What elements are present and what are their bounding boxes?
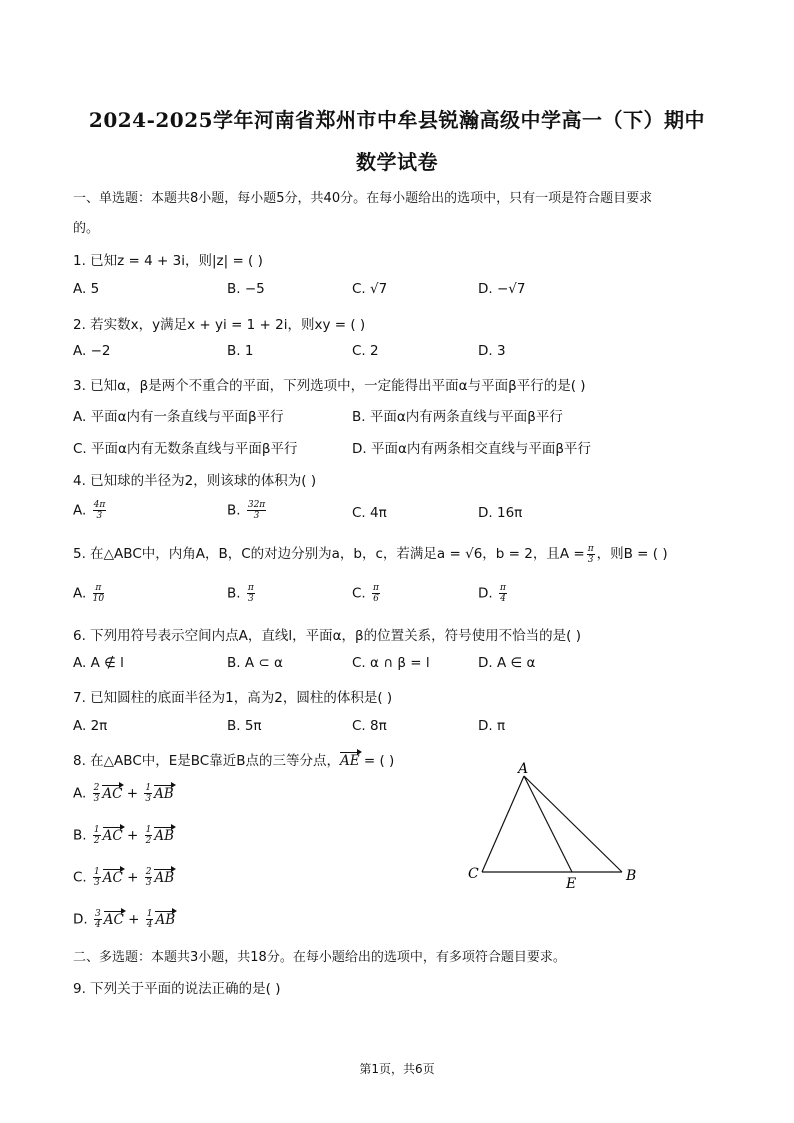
q8-vector-1: AC bbox=[103, 911, 124, 928]
q8-option-prefix: D. bbox=[73, 911, 88, 928]
q5-stem-den: 3 bbox=[587, 554, 594, 565]
q5-a-prefix: A. bbox=[73, 585, 87, 602]
section2-instructions: 二、多选题：本题共3小题，共18分。在每小题给出的选项中，有多项符合题目要求。 bbox=[73, 950, 566, 965]
q4-a-den: 3 bbox=[96, 511, 103, 521]
q7-option-b: B. 5π bbox=[227, 718, 262, 734]
q2-option-a: A. −2 bbox=[73, 343, 111, 359]
q5-a-num: π bbox=[93, 583, 104, 594]
q5-b-num: π bbox=[247, 583, 254, 593]
q4-a-num: 4π bbox=[93, 500, 106, 510]
exam-title-line2: 数学试卷 bbox=[356, 150, 438, 174]
q6-option-a: A. A ∉ l bbox=[73, 655, 124, 671]
q8-coef-2 bbox=[145, 867, 153, 888]
q4-b-fraction bbox=[247, 500, 266, 521]
q5-option-d bbox=[478, 583, 509, 604]
q5-c-num: π bbox=[373, 583, 379, 593]
q8-coef-1 bbox=[94, 909, 102, 930]
q4-b-num: 32π bbox=[247, 500, 266, 510]
q5-d-prefix: D. bbox=[478, 585, 493, 602]
section1-instructions-cont: 的。 bbox=[73, 221, 100, 236]
q5-option-c bbox=[352, 583, 382, 604]
q5-option-b bbox=[227, 583, 257, 604]
q4-b-den: 3 bbox=[253, 511, 260, 521]
vertex-label-b: B bbox=[626, 868, 637, 884]
q3-option-c: C. 平面α内有无数条直线与平面β平行 bbox=[73, 441, 298, 457]
q5-b-prefix: B. bbox=[227, 585, 241, 602]
q5-c-den: 6 bbox=[373, 594, 379, 604]
q8-coef-1-num: 1 bbox=[94, 867, 100, 877]
question-7-stem: 7. 已知圆柱的底面半径为1，高为2，圆柱的体积是( ) bbox=[73, 690, 393, 706]
q8-option-prefix: C. bbox=[73, 869, 87, 886]
q8-vector-1: AC bbox=[102, 869, 123, 886]
q8-coef-2-den: 3 bbox=[145, 878, 152, 888]
question-9-stem: 9. 下列关于平面的说法正确的是( ) bbox=[73, 981, 281, 997]
q5-stem-pre: 5. 在△ABC中，内角A，B，C的对边分别为a，b，c，若满足a = √6，b = 2，且A = bbox=[73, 546, 585, 562]
q8-coef-1-den: 2 bbox=[93, 836, 100, 846]
question-8-stem bbox=[73, 749, 394, 769]
q8-option-prefix: B. bbox=[73, 827, 87, 844]
q8-coef-2-num: 1 bbox=[145, 825, 152, 835]
q8-vector-2: AB bbox=[154, 785, 174, 802]
q5-stem-post: ，则B = ( ) bbox=[596, 546, 668, 562]
q8-coef-2-den: 4 bbox=[146, 920, 153, 930]
q8-plus: + bbox=[126, 785, 139, 802]
q5-stem-num: π bbox=[587, 543, 594, 554]
q5-c-fraction bbox=[372, 583, 380, 604]
page-footer: 第1页，共6页 bbox=[359, 1062, 435, 1076]
q4-option-a bbox=[73, 500, 108, 521]
question-2-stem: 2. 若实数x，y满足x + yi = 1 + 2i，则xy = ( ) bbox=[73, 317, 366, 333]
q8-stem-post: = ( ) bbox=[359, 753, 395, 769]
q5-b-den: 3 bbox=[247, 594, 254, 604]
q3-option-d: D. 平面α内有两条相交直线与平面β平行 bbox=[352, 441, 591, 457]
vertex-label-c: C bbox=[468, 866, 479, 882]
q8-coef-1-num: 2 bbox=[93, 783, 100, 793]
q5-option-a bbox=[73, 583, 106, 604]
vertex-label-a: A bbox=[518, 761, 529, 777]
q4-a-prefix: A. bbox=[73, 502, 87, 519]
q8-coef-1-den: 3 bbox=[93, 794, 100, 804]
q4-option-d: D. 16π bbox=[478, 505, 523, 521]
q4-option-c: C. 4π bbox=[352, 505, 387, 521]
point-label-e: E bbox=[566, 876, 577, 892]
q2-option-d: D. 3 bbox=[478, 343, 506, 359]
section1-instructions: 一、单选题：本题共8小题，每小题5分，共40分。在每小题给出的选项中，只有一项是符合题目要求 bbox=[73, 191, 653, 206]
q8-stem-pre: 8. 在△ABC中，E是BC靠近B点的三等分点， bbox=[73, 753, 340, 769]
q8-plus: + bbox=[127, 869, 139, 886]
side-ac bbox=[482, 776, 524, 872]
q8-coef-1 bbox=[93, 783, 101, 804]
q4-b-prefix: B. bbox=[227, 502, 241, 519]
q8-coef-2 bbox=[144, 783, 152, 804]
segment-ae bbox=[524, 776, 572, 872]
q8-vector-2: AB bbox=[154, 827, 174, 844]
q8-plus: + bbox=[126, 827, 139, 844]
q7-option-a: A. 2π bbox=[73, 718, 108, 734]
q8-coef-1 bbox=[93, 867, 101, 888]
q4-a-fraction bbox=[93, 500, 107, 521]
q8-coef-2 bbox=[146, 909, 154, 930]
q6-option-c: C. α ∩ β = l bbox=[352, 655, 430, 671]
q8-coef-1 bbox=[93, 825, 101, 846]
q8-coef-2-num: 2 bbox=[145, 867, 152, 877]
q3-option-a: A. 平面α内有一条直线与平面β平行 bbox=[73, 409, 284, 425]
q5-c-prefix: C. bbox=[352, 585, 366, 602]
q8-coef-2-den: 2 bbox=[145, 836, 152, 846]
q3-option-b: B. 平面α内有两条直线与平面β平行 bbox=[352, 409, 563, 425]
q8-option-prefix: A. bbox=[73, 785, 87, 802]
q1-option-d: D. −√7 bbox=[478, 281, 526, 297]
side-ab bbox=[524, 776, 622, 872]
q8-coef-2-den: 3 bbox=[145, 794, 152, 804]
q7-option-d: D. π bbox=[478, 718, 506, 734]
q8-coef-2-num: 1 bbox=[146, 909, 153, 919]
q5-a-den: 10 bbox=[92, 594, 105, 604]
q4-option-b bbox=[227, 500, 268, 521]
q2-option-c: C. 2 bbox=[352, 343, 379, 359]
q8-vector-1: AC bbox=[102, 827, 123, 844]
q8-coef-1-den: 3 bbox=[94, 878, 100, 888]
q5-d-den: 4 bbox=[500, 594, 506, 604]
q1-option-a: A. 5 bbox=[73, 281, 100, 297]
q1-option-c: C. √7 bbox=[352, 281, 388, 297]
exam-title-line1: 2024-2025学年河南省郑州市中牟县锐瀚高级中学高一（下）期中 bbox=[88, 108, 706, 132]
triangle-figure bbox=[460, 758, 650, 893]
question-6-stem: 6. 下列用符号表示空间内点A，直线l，平面α，β的位置关系，符号使用不恰当的是( ) bbox=[73, 628, 581, 644]
question-3-stem: 3. 已知α，β是两个不重合的平面，下列选项中，一定能得出平面α与平面β平行的是( ) bbox=[73, 378, 586, 394]
q8-stem-vector: AE bbox=[339, 753, 360, 769]
q8-option-b bbox=[73, 825, 174, 846]
q8-plus: + bbox=[128, 911, 140, 928]
q5-d-num: π bbox=[499, 583, 506, 593]
question-5-stem bbox=[73, 542, 668, 565]
q8-vector-2: AB bbox=[155, 911, 176, 928]
q5-a-fraction bbox=[93, 583, 104, 604]
q8-vector-1: AC bbox=[102, 785, 123, 802]
q8-vector-2: AB bbox=[154, 869, 175, 886]
question-4-stem: 4. 已知球的半径为2，则该球的体积为( ) bbox=[73, 473, 317, 489]
q8-option-d bbox=[73, 909, 175, 930]
q5-d-fraction bbox=[499, 583, 507, 604]
q8-coef-2-num: 1 bbox=[145, 783, 152, 793]
q5-stem-fraction bbox=[587, 544, 595, 565]
q2-option-b: B. 1 bbox=[227, 343, 254, 359]
q8-coef-1-num: 3 bbox=[94, 909, 101, 919]
q8-coef-1-num: 1 bbox=[93, 825, 100, 835]
q8-option-a bbox=[73, 783, 174, 804]
q8-coef-2 bbox=[145, 825, 153, 846]
q1-option-b: B. −5 bbox=[227, 281, 265, 297]
q6-option-b: B. A ⊂ α bbox=[227, 655, 283, 671]
q6-option-d: D. A ∈ α bbox=[478, 655, 536, 671]
q8-option-c bbox=[73, 867, 174, 888]
question-1-stem: 1. 已知z = 4 + 3i，则|z| = ( ) bbox=[73, 253, 263, 269]
q8-coef-1-den: 4 bbox=[94, 920, 101, 930]
q7-option-c: C. 8π bbox=[352, 718, 387, 734]
q5-b-fraction bbox=[247, 583, 255, 604]
